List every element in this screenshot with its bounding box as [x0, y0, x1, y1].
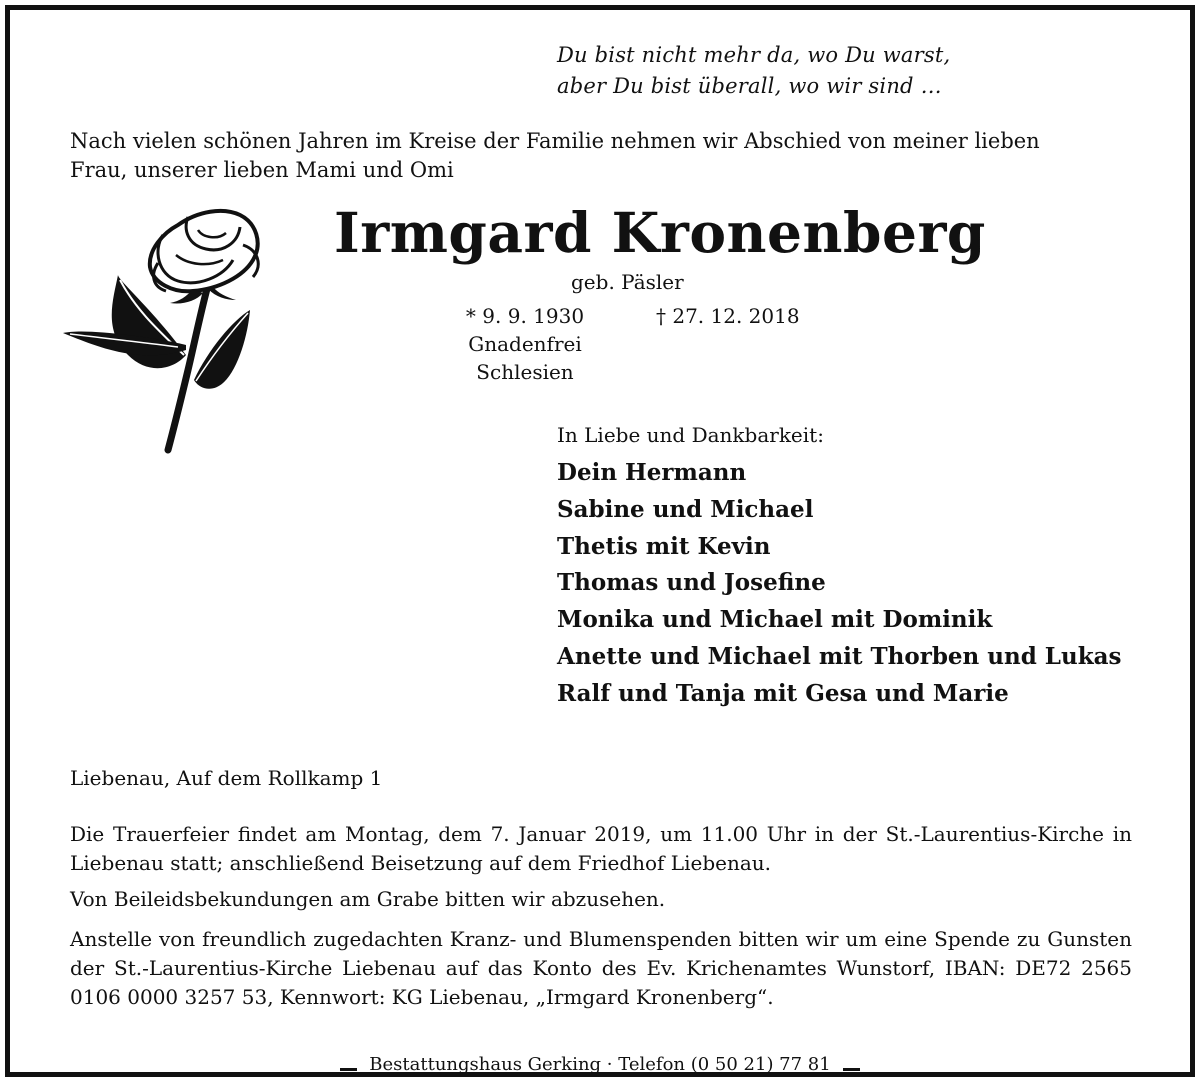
condolence-note: Von Beileidsbekundungen am Grabe bitten wir abzusehen. — [70, 887, 666, 911]
intro-text — [70, 127, 1140, 185]
birth-date: * 9. 9. 1930 — [465, 304, 585, 328]
birth-name: geb. Päsler — [571, 270, 684, 294]
mourner-name: Dein Hermann — [557, 459, 747, 486]
mourners-heading: In Liebe und Dankbarkeit: — [557, 423, 824, 447]
footer-rule-right — [843, 1068, 860, 1071]
mourner-name: Thomas und Josefine — [557, 569, 826, 597]
footer — [10, 1050, 1190, 1078]
mourners-list — [557, 455, 1122, 713]
mourner-name: Anette und Michael mit Thorben und Lukas — [557, 642, 1122, 670]
mourner-name: Thetis mit Kevin — [557, 532, 771, 560]
intro-line: Frau, unserer lieben Mami und Omi — [70, 158, 454, 182]
donation-note: Anstelle von freundlich zugedachten Kranz- und Blumenspenden bitten wir um eine Spende zu Gunsten der St.-Laurentius-Kirche Liebenau auf das Konto des Ev. Krichenamtes Wunstorf, IBAN: DE72 2565 0106 0000 3257 53, Kennwort: KG Liebenau, „Irmgard Kronenberg“. — [70, 927, 1132, 1009]
deceased-name: Irmgard Kronenberg — [334, 200, 986, 265]
birthplace-region: Schlesien — [476, 360, 574, 384]
quote-line: Du bist nicht mehr da, wo Du warst, — [557, 43, 951, 67]
family-address: Liebenau, Auf dem Rollkamp 1 — [70, 766, 383, 790]
funeral-home-contact: Bestattungshaus Gerking · Telefon (0 50 21) 77 81 — [369, 1053, 831, 1075]
birth-info — [455, 302, 595, 386]
birthplace: Gnadenfrei — [468, 332, 582, 356]
mourner-name: Monika und Michael mit Dominik — [557, 606, 993, 634]
intro-line: Nach vielen schönen Jahren im Kreise der Familie nehmen wir Abschied von meiner lieben — [70, 129, 1040, 153]
rose-icon — [58, 205, 273, 455]
death-date: † 27. 12. 2018 — [656, 304, 800, 328]
funeral-service-text: Die Trauerfeier findet am Montag, dem 7. Januar 2019, um 11.00 Uhr in der St.-Laurentius-Kirche in Liebenau statt; anschließend Beisetzung auf dem Friedhof Liebenau. — [70, 822, 1132, 875]
footer-rule-left — [340, 1068, 357, 1071]
mourner-name: Sabine und Michael — [557, 495, 814, 523]
quote-line: aber Du bist überall, wo wir sind … — [557, 74, 942, 98]
memorial-quote — [557, 40, 950, 102]
mourner-name: Ralf und Tanja mit Gesa und Marie — [557, 679, 1009, 707]
